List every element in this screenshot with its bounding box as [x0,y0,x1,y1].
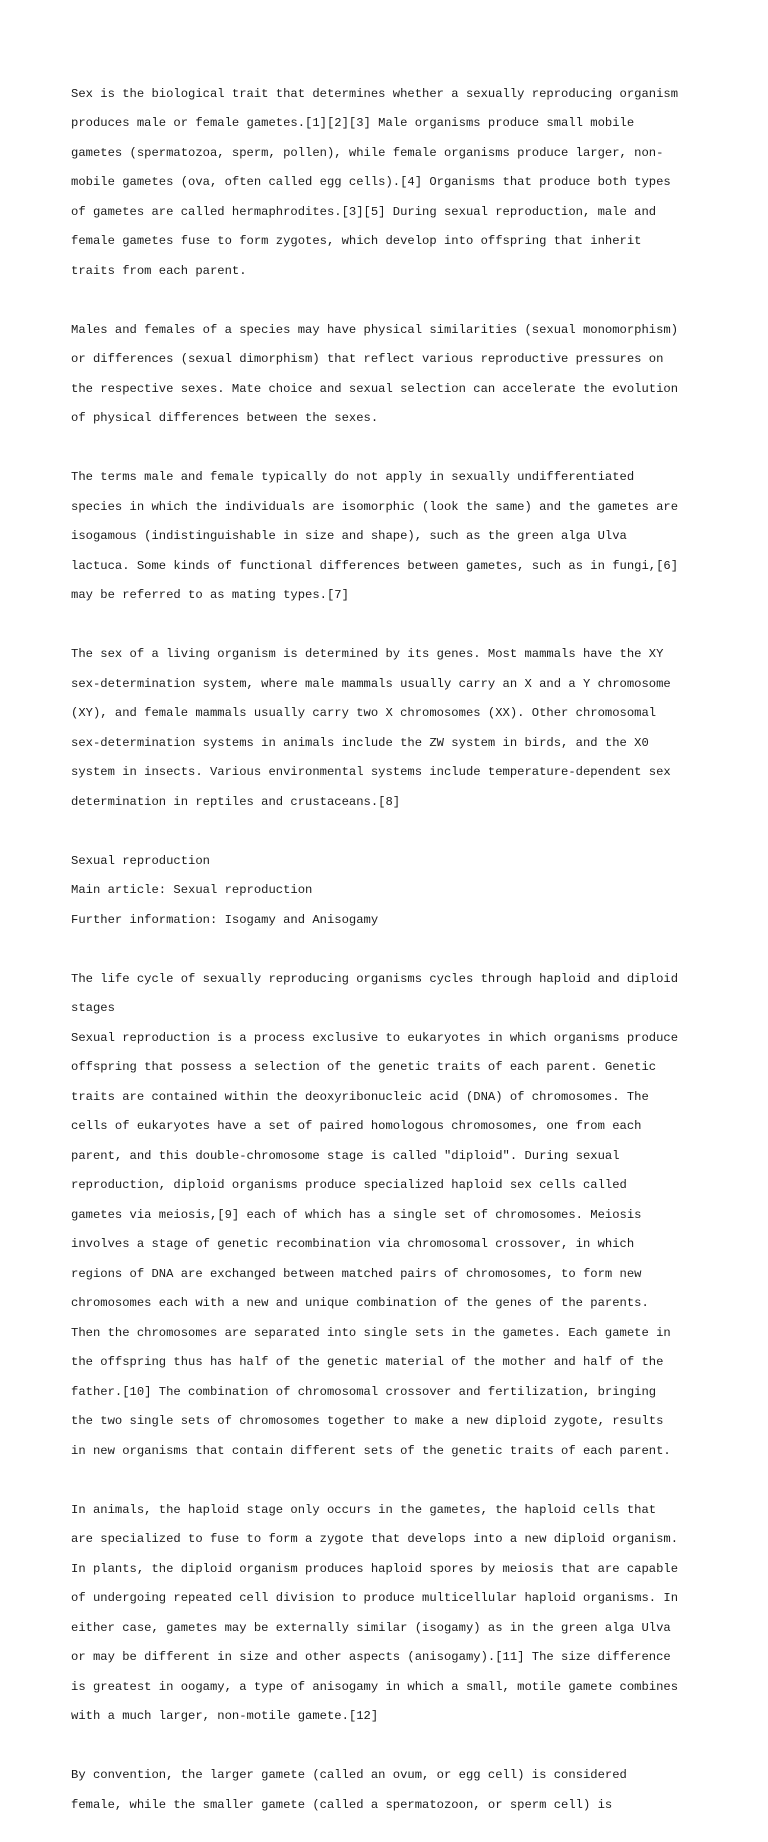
text-line: mobile gametes (ova, often called egg cells).[4] Organisms that produce both types [71,175,671,190]
paragraph-determination [71,633,711,825]
text-line: of undergoing repeated cell division to produce multicellular haploid organisms. In [71,1591,679,1606]
text-line: the two single sets of chromosomes together to make a new diploid zygote, results [71,1414,664,1429]
paragraph-convention [71,1754,711,1828]
paragraph-haploid-stage [71,1488,711,1739]
text-line: By convention, the larger gamete (called an ovum, or egg cell) is considered [71,1768,627,1783]
text-line: of physical differences between the sexes. [71,411,379,426]
text-line: gametes via meiosis,[9] each of which has a single set of chromosomes. Meiosis [71,1207,642,1222]
text-line: traits from each parent. [71,263,247,278]
text-line: the offspring thus has half of the genetic material of the mother and half of the [71,1355,664,1370]
text-line: involves a stage of genetic recombination via chromosomal crossover, in which [71,1237,635,1252]
text-line: The sex of a living organism is determined by its genes. Most mammals have the XY [71,647,664,662]
paragraph-isogamy [71,456,711,618]
paragraph-intro [71,72,711,293]
paragraph-dimorphism [71,308,711,441]
text-line: the respective sexes. Mate choice and sexual selection can accelerate the evolution [71,381,679,396]
text-line: parent, and this double-chromosome stage is called "diploid". During sexual [71,1148,620,1163]
text-line: is greatest in oogamy, a type of anisogamy in which a small, motile gamete combines [71,1679,679,1694]
text-line: with a much larger, non-motile gamete.[12] [71,1709,379,1724]
text-line: system in insects. Various environmental systems include temperature-dependent sex [71,765,671,780]
text-line: (XY), and female mammals usually carry two X chromosomes (XX). Other chromosomal [71,706,657,721]
main-article-note: Main article: Sexual reproduction [71,883,313,898]
text-line: or differences (sexual dimorphism) that reflect various reproductive pressures on [71,352,664,367]
paragraph-life-cycle [71,957,711,1473]
text-line: species in which the individuals are isomorphic (look the same) and the gametes are [71,499,679,514]
text-line: produces male or female gametes.[1][2][3] Male organisms produce small mobile [71,116,635,131]
text-line: of gametes are called hermaphrodites.[3][5] During sexual reproduction, male and [71,204,657,219]
text-line: father.[10] The combination of chromosomal crossover and fertilization, bringing [71,1384,657,1399]
section-title: Sexual reproduction [71,853,210,868]
text-line: Sex is the biological trait that determines whether a sexually reproducing organism [71,86,679,101]
document-page [71,72,711,1842]
text-line: may be referred to as mating types.[7] [71,588,349,603]
further-information-note: Further information: Isogamy and Anisogamy [71,912,379,927]
text-line: chromosomes each with a new and unique combination of the genes of the parents. [71,1296,649,1311]
text-line: in new organisms that contain different sets of the genetic traits of each parent. [71,1443,671,1458]
text-line: are specialized to fuse to form a zygote that develops into a new diploid organism. [71,1532,679,1547]
text-line: cells of eukaryotes have a set of paired homologous chromosomes, one from each [71,1119,642,1134]
text-line: reproduction, diploid organisms produce specialized haploid sex cells called [71,1178,627,1193]
text-line: either case, gametes may be externally similar (isogamy) as in the green alga Ulva [71,1620,671,1635]
text-line: isogamous (indistinguishable in size and shape), such as the green alga Ulva [71,529,627,544]
text-line: Sexual reproduction is a process exclusive to eukaryotes in which organisms produce [71,1030,679,1045]
text-line: lactuca. Some kinds of functional differences between gametes, such as in fungi,[6] [71,558,679,573]
text-line: Then the chromosomes are separated into single sets in the gametes. Each gamete in [71,1325,671,1340]
text-line: sex-determination systems in animals include the ZW system in birds, and the X0 [71,735,649,750]
text-line: The terms male and female typically do not apply in sexually undifferentiated [71,470,635,485]
text-line: regions of DNA are exchanged between matched pairs of chromosomes, to form new [71,1266,642,1281]
text-line: female gametes fuse to form zygotes, which develop into offspring that inherit [71,234,642,249]
text-line: female, while the smaller gamete (called a spermatozoon, or sperm cell) is [71,1797,613,1812]
text-line: In animals, the haploid stage only occurs in the gametes, the haploid cells that [71,1502,657,1517]
text-line: sex-determination system, where male mammals usually carry an X and a Y chromosome [71,676,671,691]
text-line: traits are contained within the deoxyribonucleic acid (DNA) of chromosomes. The [71,1089,649,1104]
text-line: In plants, the diploid organism produces haploid spores by meiosis that are capable [71,1561,679,1576]
text-line: determination in reptiles and crustaceans.[8] [71,794,401,809]
text-line: gametes (spermatozoa, sperm, pollen), while female organisms produce larger, non- [71,145,664,160]
text-line: offspring that possess a selection of the genetic traits of each parent. Genetic [71,1060,657,1075]
text-line: stages [71,1001,115,1016]
text-line: or may be different in size and other aspects (anisogamy).[11] The size difference [71,1650,671,1665]
text-line: Males and females of a species may have physical similarities (sexual monomorphism) [71,322,679,337]
section-heading-sexual-reproduction [71,839,711,942]
text-line: The life cycle of sexually reproducing organisms cycles through haploid and diploid [71,971,679,986]
